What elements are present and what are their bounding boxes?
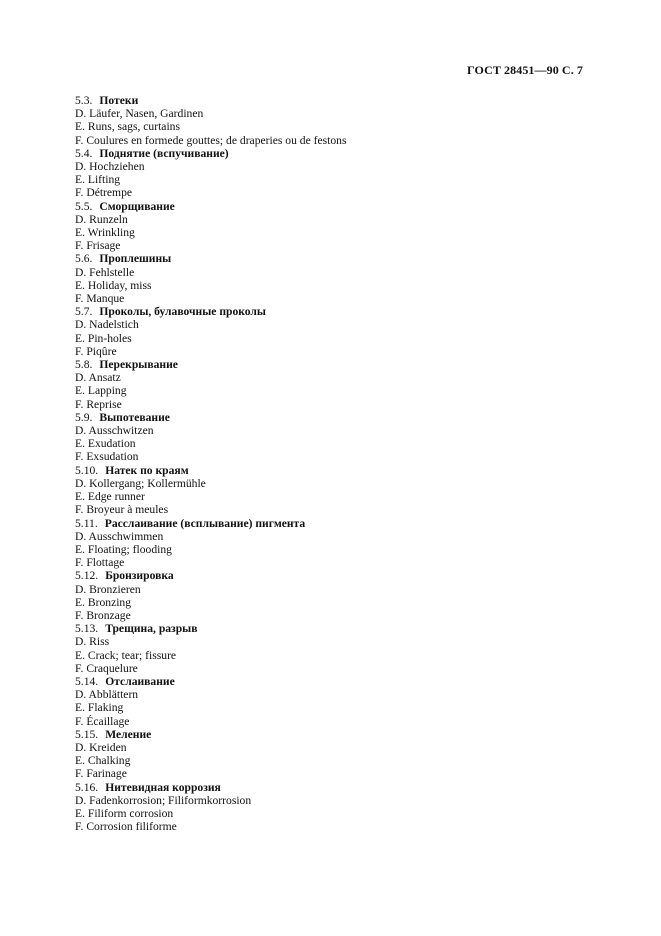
term-entry xyxy=(75,305,595,358)
term-french: F. Exsudation xyxy=(75,450,139,464)
term-german: D. Ausschwitzen xyxy=(75,424,154,438)
term-french: F. Frisage xyxy=(75,239,121,253)
term-title: Расслаивание (всплывание) пигмента xyxy=(104,516,306,530)
term-number: 5.13. xyxy=(75,622,99,636)
term-entry xyxy=(75,781,595,834)
term-heading xyxy=(75,305,595,318)
term-heading xyxy=(75,517,595,530)
term-french: F. Écaillage xyxy=(75,714,130,728)
term-heading xyxy=(75,569,595,582)
term-english: E. Flaking xyxy=(75,701,124,715)
term-entry xyxy=(75,517,595,570)
term-entry xyxy=(75,147,595,200)
term-number: 5.5. xyxy=(75,199,93,213)
term-heading xyxy=(75,411,595,424)
term-entry xyxy=(75,464,595,517)
term-german: D. Runzeln xyxy=(75,212,128,226)
term-heading xyxy=(75,464,595,477)
term-number: 5.15. xyxy=(75,727,99,741)
term-german: D. Hochziehen xyxy=(75,160,145,174)
term-german: D. Abblättern xyxy=(75,688,139,702)
term-french: F. Craquelure xyxy=(75,661,138,675)
term-english: E. Crack; tear; fissure xyxy=(75,648,177,662)
term-entry xyxy=(75,569,595,622)
term-english: E. Chalking xyxy=(75,754,131,768)
term-title: Нитевидная коррозия xyxy=(105,780,221,794)
term-french: F. Bronzage xyxy=(75,608,131,622)
term-french: F. Corrosion filiforme xyxy=(75,820,177,834)
term-german: D. Kollergang; Kollermühle xyxy=(75,476,206,490)
term-number: 5.7. xyxy=(75,305,93,319)
term-german: D. Ansatz xyxy=(75,371,121,385)
term-english: E. Lifting xyxy=(75,173,121,187)
term-french: F. Broyeur à meules xyxy=(75,503,169,517)
term-french: F. Farinage xyxy=(75,767,127,781)
term-entry xyxy=(75,411,595,464)
term-english: E. Pin-holes xyxy=(75,331,132,345)
term-title: Проколы, булавочные проколы xyxy=(99,305,266,319)
term-title: Отслаивание xyxy=(105,674,175,688)
term-title: Натек по краям xyxy=(105,463,189,477)
term-english: E. Floating; flooding xyxy=(75,542,172,556)
term-heading xyxy=(75,728,595,741)
term-entry xyxy=(75,675,595,728)
term-heading xyxy=(75,200,595,213)
term-number: 5.12. xyxy=(75,569,99,583)
term-entry xyxy=(75,622,595,675)
term-number: 5.11. xyxy=(75,516,98,530)
term-french: F. Détrempe xyxy=(75,186,133,200)
term-title: Бронзировка xyxy=(105,569,174,583)
term-number: 5.3. xyxy=(75,94,93,107)
term-english: E. Edge runner xyxy=(75,490,145,504)
term-number: 5.4. xyxy=(75,146,93,160)
term-french: F. Flottage xyxy=(75,556,125,570)
term-title: Сморщивание xyxy=(99,199,175,213)
term-number: 5.8. xyxy=(75,358,93,372)
term-title: Перекрывание xyxy=(99,358,178,372)
term-german: D. Läufer, Nasen, Gardinen xyxy=(75,107,204,121)
term-number: 5.6. xyxy=(75,252,93,266)
term-number: 5.10. xyxy=(75,463,99,477)
term-entry xyxy=(75,94,595,147)
term-heading xyxy=(75,622,595,635)
term-title: Потеки xyxy=(99,94,139,107)
term-heading xyxy=(75,358,595,371)
term-heading xyxy=(75,781,595,794)
term-heading xyxy=(75,147,595,160)
term-heading xyxy=(75,252,595,265)
term-entry xyxy=(75,200,595,253)
term-entry xyxy=(75,252,595,305)
term-heading xyxy=(75,675,595,688)
term-english: E. Lapping xyxy=(75,384,127,398)
term-title: Меление xyxy=(105,727,152,741)
term-title: Проплешины xyxy=(99,252,172,266)
term-entry xyxy=(75,728,595,781)
term-title: Поднятие (вспучивание) xyxy=(99,146,229,160)
term-german: D. Nadelstich xyxy=(75,318,139,332)
term-french: F. Reprise xyxy=(75,397,122,411)
term-english: E. Exudation xyxy=(75,437,136,451)
page-header: ГОСТ 28451—90 С. 7 xyxy=(467,63,583,77)
term-german: D. Riss xyxy=(75,635,110,649)
term-english: E. Bronzing xyxy=(75,595,132,609)
term-number: 5.9. xyxy=(75,410,93,424)
term-german: D. Kreiden xyxy=(75,740,127,754)
term-english: E. Filiform corrosion xyxy=(75,806,174,820)
term-heading xyxy=(75,94,595,107)
term-german: D. Bronzieren xyxy=(75,582,141,596)
term-number: 5.14. xyxy=(75,674,99,688)
term-german: D. Ausschwimmen xyxy=(75,529,164,543)
terms-list xyxy=(75,94,595,833)
term-english: E. Wrinkling xyxy=(75,226,135,240)
term-german: D. Fadenkorrosion; Filiformkorrosion xyxy=(75,793,252,807)
term-french: F. Piqûre xyxy=(75,344,117,358)
term-entry xyxy=(75,358,595,411)
term-english: E. Holiday, miss xyxy=(75,278,152,292)
term-title: Выпотевание xyxy=(99,410,170,424)
term-title: Трещина, разрыв xyxy=(105,622,198,636)
term-french: F. Coulures en formede gouttes; de draperies ou de festons xyxy=(75,133,347,147)
term-french: F. Manque xyxy=(75,292,125,306)
term-german: D. Fehlstelle xyxy=(75,265,135,279)
term-english: E. Runs, sags, curtains xyxy=(75,120,180,134)
term-number: 5.16. xyxy=(75,780,99,794)
